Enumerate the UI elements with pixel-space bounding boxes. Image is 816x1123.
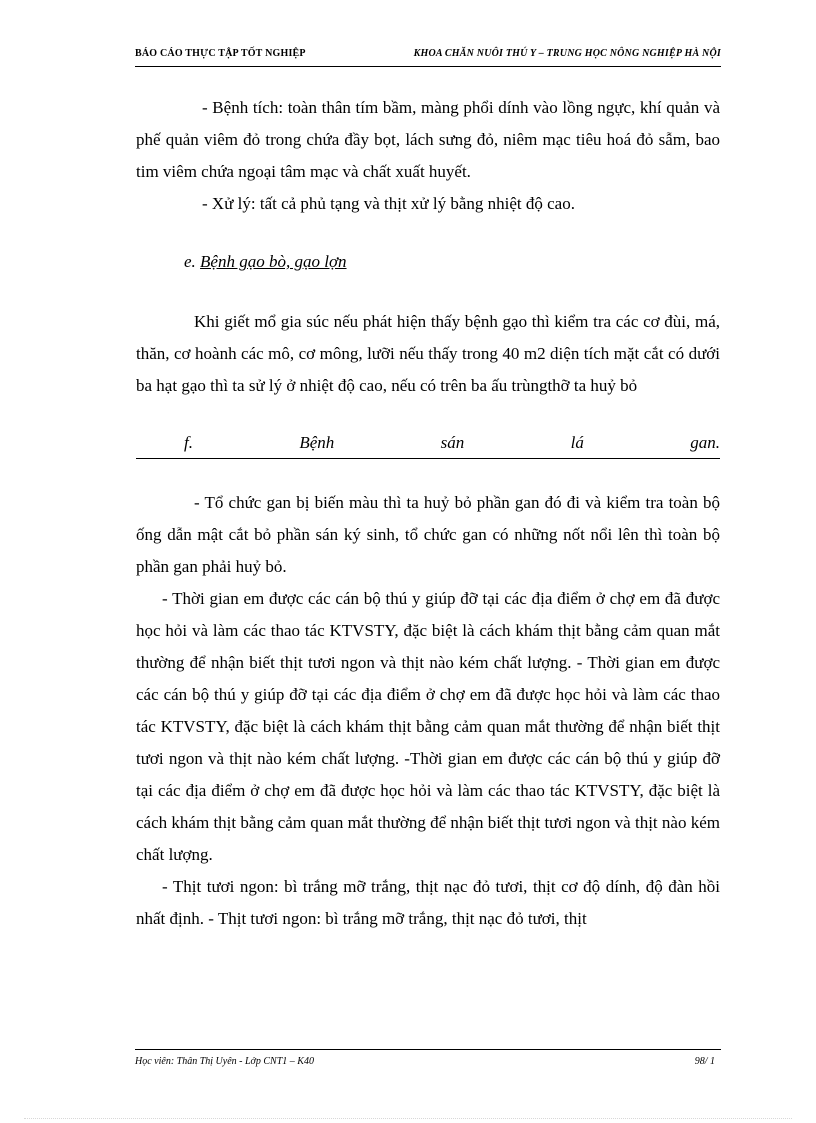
section-heading-f-word-1: f. xyxy=(184,433,193,452)
paragraph-training-time: - Thời gian em được các cán bộ thú y giúp đỡ tại các địa điểm ở chợ em đã được học hỏi và làm các thao tác KTVSTY, đặc biệt là cách khám thịt bằng cảm quan mắt thường để nhận biết thịt tươi ngon và thịt nào kém chất lượng. - Thời gian em được các cán bộ thú y giúp đỡ tại các địa điểm ở chợ em đã được học hỏi và làm các thao tác KTVSTY, đặc biệt là cách khám thịt bằng cảm quan mắt thường để nhận biết thịt tươi ngon và thịt nào kém chất lượng. -Thời gian em được các cán bộ thú y giúp đỡ tại các địa điểm ở chợ em đã được học hỏi và làm các thao tác KTVSTY, đặc biệt là cách khám thịt bằng cảm quan mắt thường để nhận biết thịt tươi ngon và thịt nào kém chất lượng. xyxy=(136,589,720,864)
section-heading-e-prefix: e. xyxy=(184,252,201,271)
section-heading-e-title: Bệnh gạo bò, gạo lợn xyxy=(200,252,347,271)
paragraph-lesions: - Bệnh tích: toàn thân tím bầm, màng phổi dính vào lồng ngực, khí quản và phế quản viêm đỏ trong chứa đầy bọt, lách sưng đỏ, niêm mạc tiêu hoá đỏ sẫm, bao tim viêm chứa ngoại tâm mạc và chất xuất huyết. xyxy=(136,98,720,181)
section-heading-f xyxy=(136,432,720,459)
section-heading-e xyxy=(136,246,720,278)
paragraph-treatment: - Xử lý: tất cả phủ tạng và thịt xử lý bằng nhiệt độ cao. xyxy=(202,194,575,213)
section-heading-f-word-5: gan. xyxy=(690,433,720,452)
section-heading-f-word-2: Bệnh xyxy=(299,433,335,452)
page-footer xyxy=(135,1049,721,1070)
section-heading-f-word-4: lá xyxy=(570,433,584,452)
footer-page-number: 98/ 1 xyxy=(694,1056,715,1067)
document-body xyxy=(136,92,720,935)
header-report-title: BÁO CÁO THỰC TẬP TỐT NGHIỆP xyxy=(135,48,306,59)
paragraph-fresh-meat: - Thịt tươi ngon: bì trắng mỡ trắng, thịt nạc đỏ tươi, thịt cơ độ dính, độ đàn hồi nhất định. - Thịt tươi ngon: bì trắng mỡ trắng, thịt nạc đỏ tươi, thịt xyxy=(136,877,720,928)
paragraph-liver-fluke: - Tổ chức gan bị biến màu thì ta huỷ bỏ phần gan đó đi và kiểm tra toàn bộ ống dẫn mật cắt bỏ phần sán ký sinh, tổ chức gan có những nốt nổi lên thì toàn bộ phần gan phải huỷ bỏ. xyxy=(136,493,720,576)
footer-student-info: Học viên: Thân Thị Uyên - Lớp CNT1 – K40 xyxy=(135,1056,314,1067)
paragraph-cysticercosis: Khi giết mổ gia súc nếu phát hiện thấy bệnh gạo thì kiểm tra các cơ đùi, má, thăn, cơ hoành các mô, cơ mông, lưỡi nếu thấy trong 40 m2 diện tích mặt cắt có dưới ba hạt gạo thì ta sử lý ở nhiệt độ cao, nếu có trên ba ấu trùngthỡ ta huỷ bỏ xyxy=(136,312,720,395)
section-heading-f-word-3: sán xyxy=(440,433,465,452)
header-faculty-name: KHOA CHĂN NUÔI THÚ Y – TRUNG HỌC NÔNG NGHIỆP HÀ NỘI xyxy=(413,48,721,59)
page-edge-divider xyxy=(24,1118,792,1119)
page-header xyxy=(135,44,721,67)
